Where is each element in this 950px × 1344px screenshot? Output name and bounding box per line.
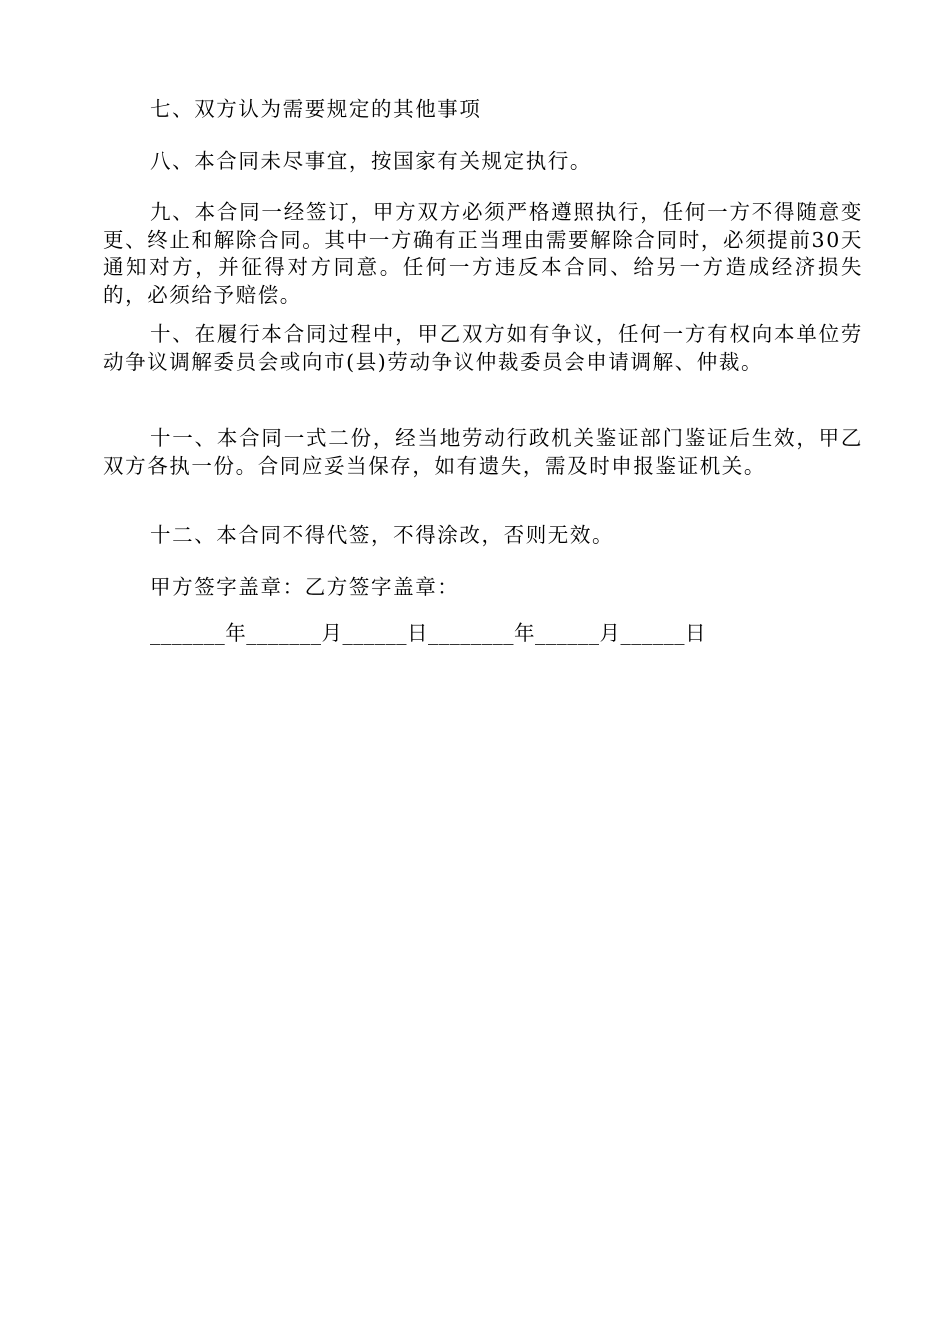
clause-7: 七、双方认为需要规定的其他事项 — [150, 97, 482, 121]
signature-line: 甲方签字盖章：乙方签字盖章： — [150, 575, 460, 599]
clause-10: 十、在履行本合同过程中，甲乙双方如有争议，任何一方有权向本单位劳动争议调解委员会或向市(县)劳动争议仲裁委员会申请调解、仲裁。 — [103, 322, 863, 374]
clause-12: 十二、本合同不得代签，不得涂改，否则无效。 — [150, 523, 615, 547]
date-line: _______年_______月______日________年______月______日 — [150, 621, 706, 645]
clause-9: 九、本合同一经签订，甲方双方必须严格遵照执行，任何一方不得随意变更、终止和解除合同。其中一方确有正当理由需要解除合同时，必须提前30天通知对方，并征得对方同意。任何一方违反本合同、给另一方造成经济损失的，必须给予赔偿。 — [103, 200, 863, 307]
clause-8: 八、本合同未尽事宜，按国家有关规定执行。 — [150, 149, 592, 173]
clause-11: 十一、本合同一式二份，经当地劳动行政机关鉴证部门鉴证后生效，甲乙双方各执一份。合同应妥当保存，如有遗失，需及时申报鉴证机关。 — [103, 426, 863, 478]
